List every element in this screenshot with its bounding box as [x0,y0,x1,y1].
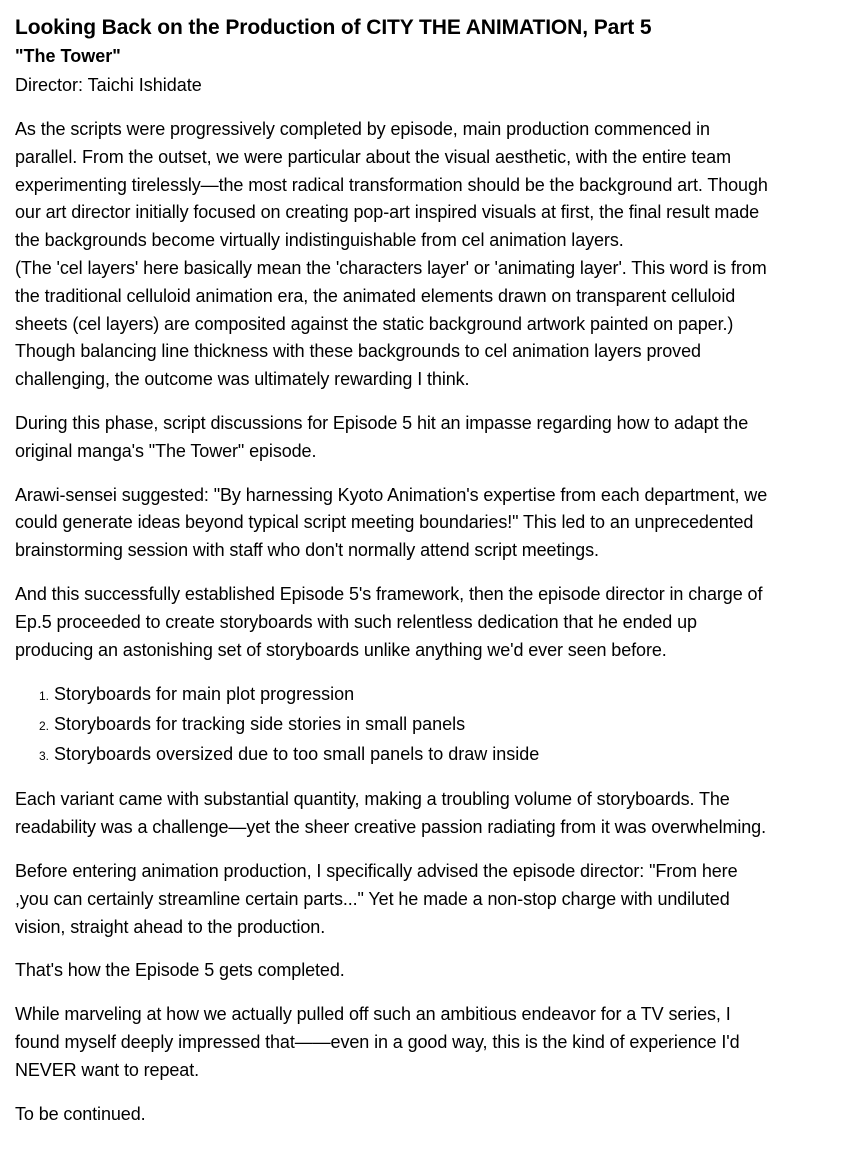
text-line: original manga's "The Tower" episode. [15,440,317,461]
text-line: could generate ideas beyond typical script meeting boundaries!" This led to an unprecedented [15,512,754,533]
paragraph-volume [15,786,845,842]
text-line: Before entering animation production, I specifically advised the episode director: "From here [15,860,738,881]
paragraph-background-art [15,116,845,394]
text-line: brainstorming session with staff who don't normally attend script meetings. [15,540,599,561]
text-line: Though balancing line thickness with these backgrounds to cel animation layers proved [15,341,701,362]
text-line: And this successfully established Episode 5's framework, then the episode director in charge of [15,583,763,604]
paragraph-advice [15,858,845,941]
text-line: readability was a challenge—yet the sheer creative passion radiating from it was overwhelming. [15,817,766,838]
text-line: (The 'cel layers' here basically mean the 'characters layer' or 'animating layer'. This word is from [15,257,767,278]
list-item-text: Storyboards for tracking side stories in small panels [54,714,466,735]
text-line: producing an astonishing set of storyboards unlike anything we'd ever seen before. [15,639,667,660]
text-line: sheets (cel layers) are composited against the static background artwork painted on paper.) [15,313,734,334]
text-line: During this phase, script discussions for Episode 5 hit an impasse regarding how to adapt the [15,412,749,433]
byline: Director: Taichi Ishidate [15,75,202,95]
list-number: 3. [39,749,50,764]
text-line: experimenting tirelessly—the most radical transformation should be the background art. Though [15,174,768,195]
paragraph-storyboards [15,581,845,664]
text-line: found myself deeply impressed that——even in a good way, this is the kind of experience I'd [15,1031,740,1052]
text-line: challenging, the outcome was ultimately rewarding I think. [15,369,470,390]
text-line: ,you can certainly streamline certain parts..." Yet he made a non-stop charge with undiluted [15,888,730,909]
paragraph-to-be-continued [15,1101,845,1129]
text-line: our art director initially focused on creating pop-art inspired visuals at first, the final result made [15,202,760,223]
paragraph-script-impasse [15,410,845,466]
text-line: vision, straight ahead to the production. [15,916,326,937]
list-number: 1. [39,689,50,704]
text-line: the backgrounds become virtually indistinguishable from cel animation layers. [15,230,624,251]
paragraph-reflection [15,1001,845,1084]
list-number: 2. [39,719,50,734]
text-line: Ep.5 proceeded to create storyboards with such relentless dedication that he ended up [15,611,697,632]
text-line: That's how the Episode 5 gets completed. [15,960,345,981]
text-line: parallel. From the outset, we were particular about the visual aesthetic, with the entire team [15,146,731,167]
paragraph-brainstorming [15,482,845,565]
list-item [39,680,845,710]
text-line: the traditional celluloid animation era, the animated elements drawn on transparent celluloid [15,285,736,306]
text-line: Each variant came with substantial quantity, making a troubling volume of storyboards. The [15,789,730,810]
article-title: Looking Back on the Production of CITY THE ANIMATION, Part 5 [15,16,652,39]
article-subtitle: "The Tower" [15,46,121,66]
paragraph-completed [15,957,845,985]
text-line: Arawi-sensei suggested: "By harnessing Kyoto Animation's expertise from each department, we [15,484,768,505]
text-line: To be continued. [15,1103,146,1124]
list-item-text: Storyboards for main plot progression [54,684,355,705]
text-line: NEVER want to repeat. [15,1059,199,1080]
list-item [39,740,845,770]
list-item-text: Storyboards oversized due to too small panels to draw inside [54,744,540,765]
storyboard-types-list [15,680,845,770]
text-line: As the scripts were progressively completed by episode, main production commenced in [15,119,710,139]
text-line: While marveling at how we actually pulled off such an ambitious endeavor for a TV series, I [15,1004,731,1025]
list-item [39,710,845,740]
